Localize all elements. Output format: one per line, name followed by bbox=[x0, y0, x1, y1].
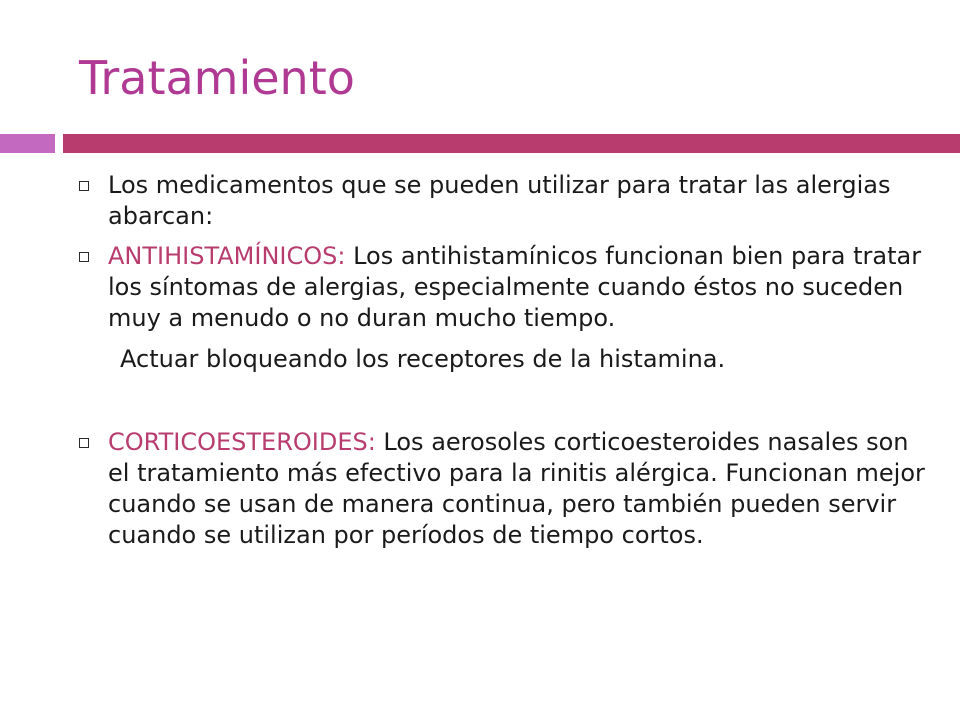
bullet-item-corticoesteroides bbox=[79, 427, 929, 551]
bullet-text bbox=[108, 241, 929, 334]
bullet-body: Los aerosoles corticoesteroides nasales son el tratamiento más efectivo para la rinitis alérgica. Funcionan mejor cuando se usan de manera continua, pero también pueden servir cuando se utilizan por períodos de tiempo cortos. bbox=[108, 428, 925, 549]
hollow-square-bullet-icon bbox=[79, 181, 89, 191]
title-underline-bar bbox=[63, 134, 960, 153]
hollow-square-bullet-icon bbox=[79, 438, 89, 448]
title-underline-accent-bar bbox=[0, 134, 55, 153]
bullet-heading: CORTICOESTEROIDES: bbox=[108, 428, 376, 456]
bullet-continuation-text: Actuar bloqueando los receptores de la histamina. bbox=[120, 345, 726, 373]
bullet-body: Los antihistamínicos funcionan bien para tratar los síntomas de alergias, especialmente cuando éstos no suceden muy a menudo o no duran mucho tiempo. bbox=[108, 242, 922, 332]
hollow-square-bullet-icon bbox=[79, 252, 89, 262]
bullet-item-intro bbox=[79, 170, 929, 232]
bullet-item-antihistaminicos bbox=[79, 241, 929, 334]
bullet-heading: ANTIHISTAMÍNICOS: bbox=[108, 242, 346, 270]
slide-title: Tratamiento bbox=[79, 51, 355, 105]
slide-content bbox=[79, 170, 929, 551]
bullet-text: Los medicamentos que se pueden utilizar para tratar las alergias abarcan: bbox=[108, 171, 891, 230]
bullet-text bbox=[108, 427, 929, 551]
